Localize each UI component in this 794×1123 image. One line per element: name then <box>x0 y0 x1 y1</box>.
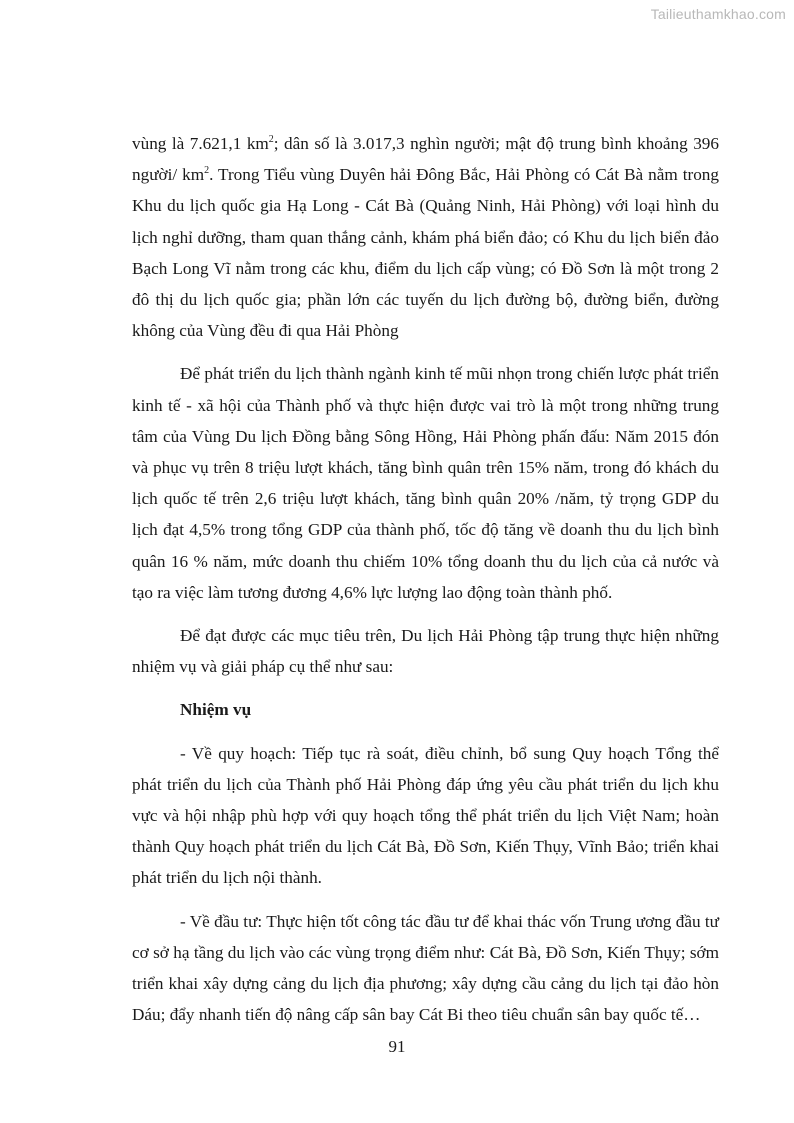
paragraph-planning: - Về quy hoạch: Tiếp tục rà soát, điều chỉnh, bổ sung Quy hoạch Tổng thể phát triển du lịch của Thành phố Hải Phòng đáp ứng yêu cầu phát triển du lịch khu vực và hội nhập phù hợp với quy hoạch tổng thể phát triển du lịch Việt Nam; hoàn thành Quy hoạch phát triển du lịch Cát Bà, Đồ Sơn, Kiến Thụy, Vĩnh Bảo; triển khai phát triển du lịch nội thành. <box>132 743 719 888</box>
text-segment: vùng là 7.621,1 km <box>132 134 269 153</box>
section-heading: Nhiệm vụ <box>180 700 252 720</box>
text-segment: . Trong Tiểu vùng Duyên hải Đông Bắc, Hải Phòng có Cát Bà nằm trong Khu du lịch quốc gia Hạ Long - Cát Bà (Quảng Ninh, Hải Phòng) với loại hình du lịch nghỉ dưỡng, tham quan thắng cảnh, khám phá biển đảo; có Khu du lịch biển đảo Bạch Long Vĩ nằm trong các khu, điểm du lịch cấp vùng; có Đồ Sơn là một trong 2 đô thị du lịch quốc gia; phần lớn các tuyến du lịch đường bộ, đường biển, đường không của Vùng đều đi qua Hải Phòng <box>132 165 719 341</box>
document-body <box>132 128 719 1030</box>
text-segment: ; dân số là 3.017,3 nghìn người; mật độ trung bình khoảng 396 người/ km <box>132 134 719 185</box>
paragraph-investment: - Về đầu tư: Thực hiện tốt công tác đầu tư để khai thác vốn Trung ương đầu tư cơ sở hạ tầng du lịch vào các vùng trọng điểm như: Cát Bà, Đồ Sơn, Kiến Thụy; sớm triển khai xây dựng cảng du lịch địa phương; xây dựng cầu cảng du lịch tại đảo hòn Dáu; đẩy nhanh tiến độ nâng cấp sân bay Cát Bi theo tiêu chuẩn sân bay quốc tế… <box>132 911 719 1025</box>
paragraph-development-goals: Để phát triển du lịch thành ngành kinh tế mũi nhọn trong chiến lược phát triển kinh tế - xã hội của Thành phố và thực hiện được vai trò là một trong những trung tâm của Vùng Du lịch Đồng bằng Sông Hồng, Hải Phòng phấn đấu: Năm 2015 đón và phục vụ trên 8 triệu lượt khách, tăng bình quân trên 15% năm, trong đó khách du lịch quốc tế trên 2,6 triệu lượt khách, tăng bình quân 20% /năm, tỷ trọng GDP du lịch đạt 4,5% trong tổng GDP của thành phố, tốc độ tăng về doanh thu du lịch bình quân 16 % năm, mức doanh thu chiếm 10% tổng doanh thu du lịch của cả nước và tạo ra việc làm tương đương 4,6% lực lượng lao động toàn thành phố. <box>132 364 719 602</box>
page-number: 91 <box>388 1037 406 1056</box>
watermark: Tailieuthamkhao.com <box>650 6 786 22</box>
superscript: 2 <box>204 165 210 177</box>
paragraph-region-stats <box>132 128 719 346</box>
paragraph-intro-tasks: Để đạt được các mục tiêu trên, Du lịch Hải Phòng tập trung thực hiện những nhiệm vụ và giải pháp cụ thể như sau: <box>132 626 719 677</box>
superscript: 2 <box>268 134 274 145</box>
